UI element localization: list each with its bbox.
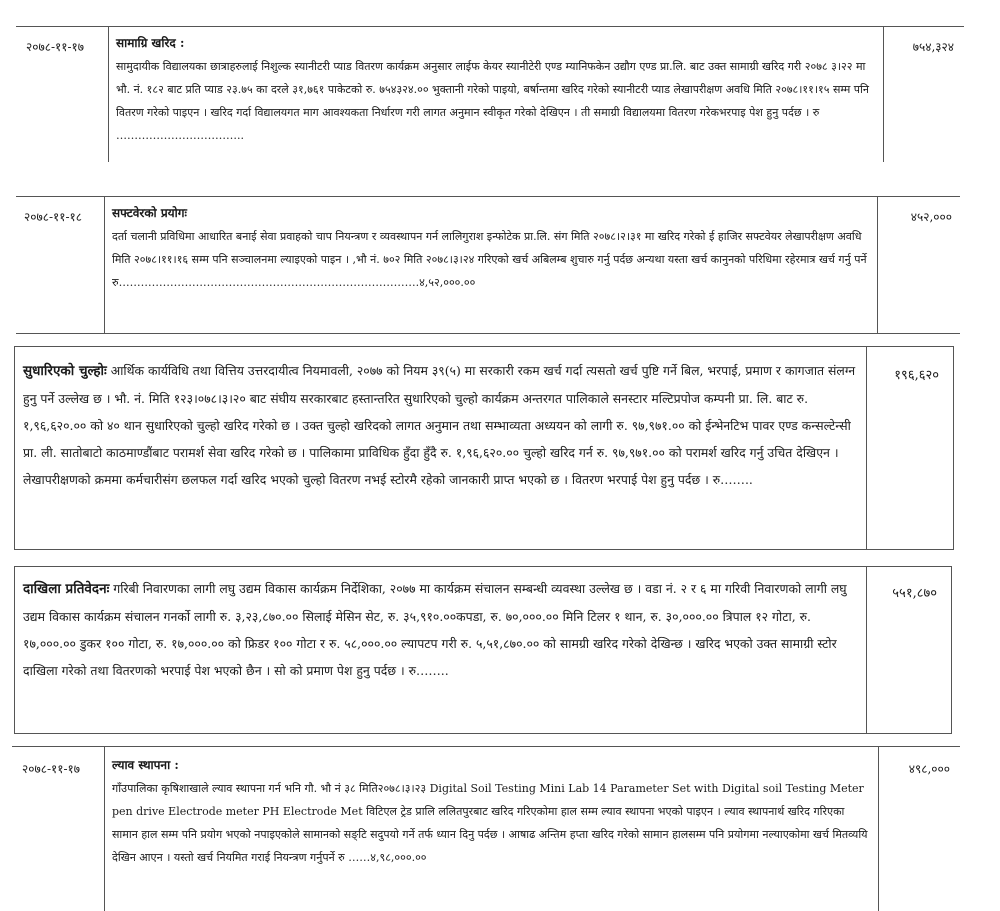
entry-title: सफ्टवेरको प्रयोगः [112, 206, 187, 220]
entry-text [23, 357, 859, 493]
entry-body: गाँउपालिका कृषिशाखाले ल्याव स्थापना गर्न भनि गौ. भौ नं ३८ मिति२०७८।३।२३ Digital Soil Testing Mini Lab 14 Parameter Set with Digital soil Testing Meter pen drive Electrode meter PH Electrode Met विटिएल ट्रेड प्रालि ललितपुरबाट खरिद गरिएकोमा हाल सम्म ल्याव स्थापना भएको पाइएन । ल्याव स्थापनार्थ खरिद गरिएका सामान हाल सम्म पनि प्रयोग भएको नपाइएकोले सामानको सङ्टि सदुपयो गर्ने तर्फ ध्यान दिनु पर्दछ । आषाढ अन्तिम हप्ता खरिद गरेको सामान हालसम्म पनि प्रयोगमा नल्याएकोमा खर्च मितव्ययि देखिन आएन । यस्तो खर्च नियमित गराई नियन्त्रण गर्नुपर्ने रु ……४,९८,०००.०० [112, 782, 868, 864]
entry-title: ल्याव स्थापना : [112, 758, 179, 772]
entry-body: आर्थिक कार्यविधि तथा वित्तिय उत्तरदायीत्व नियमावली, २०७७ को नियम ३९(५) मा सरकारी रकम खर्च गर्दा त्यसतो खर्च पुष्टि गर्ने बिल, भरपाई, प्रमाण र कागजात संलग्न हुनु पर्ने उल्लेख छ । भौ. नं. मिति १२३।०७८।३।२० बाट संघीय सरकारबाट हस्तान्तरित सुधारिएको चुल्हो कार्यक्रम अन्तरगत पालिकाले सनस्टार मल्टिप्रपोज कम्पनी प्रा. लि. बाट रु. १,९६,६२०.०० को ४० थान सुधारिएको चुल्हो खरिद गरेको छ । उक्त चुल्हो खरिदको लागत अनुमान तथा सम्भाव्यता अध्ययन को लागी रु. ९७,९७१.०० को ईन्भेनटिभ पावर एण्ड कन्सल्टेन्सी प्रा. ली. सातोबाटो काठमाण्डौंबाट परामर्श सेवा खरिद गरेको छ । पालिकामा प्राविधिक हुँदा हुँदै रु. १,९६,६२०.०० चुल्हो खरिद गर्न रु. ९७,९७१.०० को परामर्श खरिद गर्नु उचित देखिएन । लेखापरीक्षणको क्रममा कर्मचारीसंग छलफल गर्दा खरिद भएको चुल्हो वितरण नभई स्टोरमै रहेको जानकारी प्राप्त भएको छ । वितरण भरपाई पेश हुनु पर्दछ । रु…….. [23, 363, 856, 487]
entry-title: सामाग्रि खरिद : [116, 36, 185, 50]
entry-amount: ७५४,३२४ [912, 40, 954, 54]
entry-title: सुधारिएको चुल्होः [23, 363, 107, 379]
entry-text [112, 202, 870, 294]
row-border-top [16, 196, 960, 197]
row-border-bottom [16, 333, 960, 334]
audit-entry-sanitary-pad [16, 26, 964, 162]
entry-date: २०७८-११-१८ [24, 210, 83, 224]
audit-entry-lab-setup [12, 746, 960, 911]
column-divider [104, 746, 105, 911]
row-border-top [12, 746, 960, 747]
entry-amount: ५५१,८७० [892, 586, 937, 601]
entry-date: २०७८-११-१७ [22, 762, 81, 776]
column-divider [883, 26, 884, 162]
audit-entry-improved-stove [14, 346, 954, 550]
entry-amount: ४९८,००० [908, 762, 950, 776]
entry-text [23, 575, 859, 684]
entry-body: दर्ता चलानी प्रविधिमा आधारित बनाई सेवा प्रवाहको चाप नियन्त्रण र व्यवस्थापन गर्न लालिगुराश इन्फोटेक प्रा.लि. संग मिति २०७८।२।३१ मा खरिद गरेको ई हाजिर सफ्टवेयर लेखापरीक्षण अवधि मिति २०७८।११।१६ सम्म पनि सञ्चालनमा ल्याइएको पाइन । ,भौ नं. ७०२ मिति २०७८।३।२४ गरिएको खर्च अबिलम्ब शुचारु गर्नु पर्दछ अन्यथा यस्ता खर्च कानुनको परिधिमा रहेरमात्र खर्च गर्नु पर्ने रु……………………………………………………………………….४,५२,०००.०० [112, 230, 867, 289]
row-border-top [16, 26, 964, 27]
entry-body: सामुदायीक विद्यालयका छात्राहरुलाई निशुल्क स्यानीटरी प्याड वितरण कार्यक्रम अनुसार लाईफ केयर स्यानीटेरी एण्ड म्यानिफकेन उद्यौग एण्ड प्रा.लि. बाट उक्त सामाग्री खरिद गरी २०७८ ३।२२ मा भौ. नं. १८२ बाट प्रति प्याड २३.७५ का दरले ३१,७६१ पाकेटको रु. ७५४३२४.०० भुक्तानी गरेको पाइयो, बर्षान्तमा खरिद गरेको स्यानीटरी प्याड लेखापरीक्षण अवधि मिति २०७८।११।१५ सम्म पनि वितरण गरेको पाइएन । खरिद गर्दा विद्यालयगत माग आवश्यकता निर्धारण गरी लागत अनुमान स्वीकृत गरेको देखिएन । ती समाग्री विद्यालयमा वितरण गरेकभरपाइ पेश हुनु पर्दछ । रु …………………………….. [116, 60, 869, 142]
entry-text [112, 754, 872, 869]
column-divider [104, 196, 105, 334]
entry-title: दाखिला प्रतिवेदनः [23, 581, 110, 597]
entry-amount: ४५२,००० [910, 210, 952, 224]
column-divider [866, 567, 867, 733]
audit-entry-software [16, 196, 960, 334]
entry-text [116, 32, 876, 147]
entry-date: २०७८-११-१७ [26, 40, 85, 54]
audit-entry-store-entry-report [14, 566, 952, 734]
column-divider [866, 347, 867, 549]
column-divider [878, 746, 879, 911]
entry-body: गरिबी निवारणका लागी लघु उद्यम विकास कार्यक्रम निर्देशिका, २०७७ मा कार्यक्रम संचालन सम्बन्धी व्यवस्था उल्लेख छ । वडा नं. २ र ६ मा गरिवी निवारणको लागी लघु उद्यम विकास कार्यक्रम संचालन गनर्को लागी रु. ३,२३,८७०.०० सिलाई मेसिन सेट, रु. ३५,९१०.००कपडा, रु. ७०,०००.०० मिनि टिलर १ थान, रु. ३०,०००.०० त्रिपाल १२ गोटा, रु. १७,०००.०० डुकर १०० गोटा, रु. १७,०००.०० को फ्रिडर १०० गोटा र रु. ५८,०००.०० ल्यापटप गरी रु. ५,५१,८७०.०० को सामग्री खरिद गरेको देखिन्छ । खरिद भएको उक्त सामाग्री स्टोर दाखिला गरेको तथा वितरणको भरपाई पेश भएको छैन । सो को प्रमाण पेश हुनु पर्दछ । रु…….. [23, 581, 847, 678]
column-divider [108, 26, 109, 162]
entry-amount: १९६,६२० [894, 368, 939, 383]
column-divider [877, 196, 878, 334]
